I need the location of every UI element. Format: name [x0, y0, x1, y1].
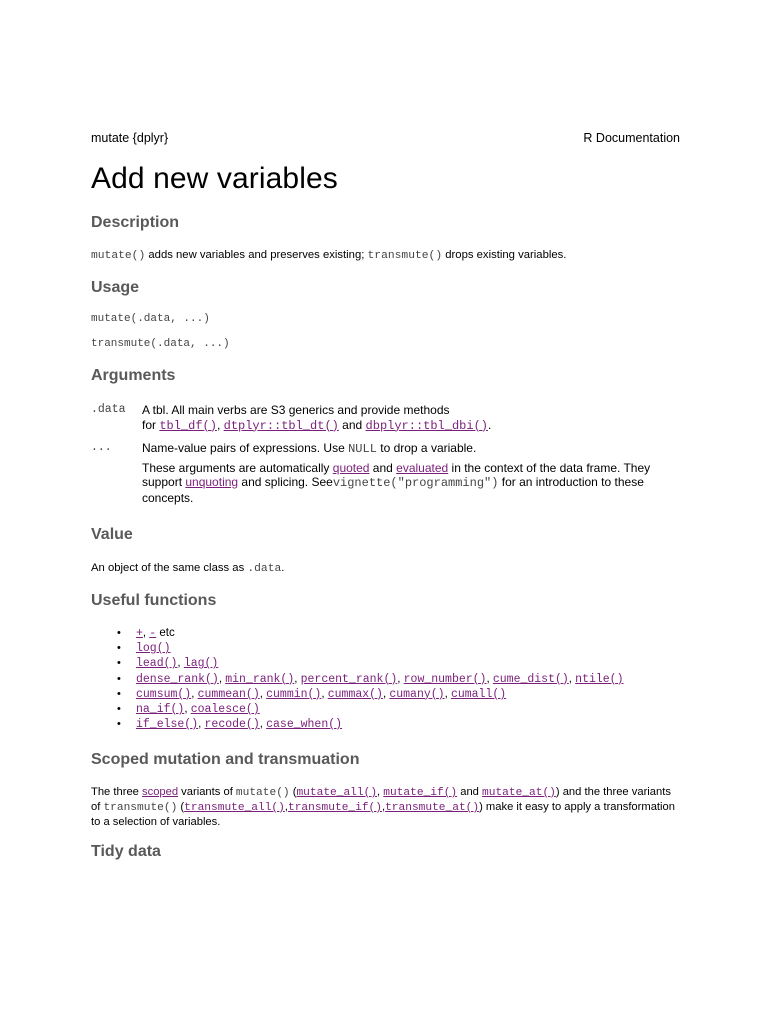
r-documentation-label: R Documentation — [583, 131, 680, 145]
arguments-heading: Arguments — [91, 367, 176, 384]
dense-rank-link[interactable]: dense_rank() — [136, 672, 219, 686]
usage-line-transmute: transmute(.data, ...) — [91, 338, 230, 350]
list-item: • dense_rank(), min_rank(), percent_rank(), row_number(), cume_dist(), ntile() — [91, 672, 623, 687]
list-item: • +, - etc — [91, 626, 623, 641]
arg-name-dots: ... — [91, 441, 112, 454]
recode-link[interactable]: recode() — [204, 718, 260, 732]
scoped-text: The three scoped variants of mutate() (mutate_all(), mutate_if() and mutate_at()) and the three variants of transmute() (transmute_all(),transmute_if(),transmute_at()) make it easy to apply a transformation to a selection of variables. — [91, 786, 675, 828]
data-code: .data — [247, 563, 282, 575]
ntile-link[interactable]: ntile() — [575, 672, 624, 686]
cummean-link[interactable]: cummean() — [197, 687, 260, 701]
transmute-code-2: transmute() — [103, 802, 178, 814]
case-when-link[interactable]: case_when() — [266, 718, 343, 732]
cumany-link[interactable]: cumany() — [389, 687, 445, 701]
transmute-all-link[interactable]: transmute_all() — [184, 802, 285, 814]
arg-desc-dots: Name-value pairs of expressions. Use NULL to drop a variable. These arguments are automatically quoted and evaluated in the context of the data frame. They support unquoting and splicing. Seevignette("programming") for an introduction to these concepts. — [142, 441, 651, 505]
if-else-link[interactable]: if_else() — [136, 718, 199, 732]
usage-line-mutate: mutate(.data, ...) — [91, 313, 210, 325]
description-text: mutate() adds new variables and preserves existing; transmute() drops existing variables. — [91, 249, 567, 262]
description-heading: Description — [91, 214, 180, 231]
na-if-link[interactable]: na_if() — [136, 702, 185, 716]
tbl-df-link[interactable]: tbl_df() — [159, 418, 217, 433]
useful-functions-heading: Useful functions — [91, 592, 217, 609]
mutate-at-link[interactable]: mutate_at() — [482, 787, 556, 799]
mutate-code-2: mutate() — [235, 787, 290, 799]
evaluated-link[interactable]: evaluated — [396, 460, 449, 475]
value-text: An object of the same class as .data. — [91, 562, 285, 575]
min-rank-link[interactable]: min_rank() — [225, 672, 295, 686]
row-number-link[interactable]: row_number() — [403, 672, 487, 686]
value-heading: Value — [91, 526, 133, 543]
lag-link[interactable]: lag() — [183, 657, 219, 671]
unquoting-link[interactable]: unquoting — [185, 475, 239, 489]
null-code: NULL — [348, 442, 377, 456]
list-item: • lead(), lag() — [91, 656, 623, 671]
coalesce-link[interactable]: coalesce() — [190, 702, 260, 716]
list-item: • if_else(), recode(), case_when() — [91, 717, 623, 732]
tbl-dbi-link[interactable]: dbplyr::tbl_dbi() — [365, 418, 488, 433]
vignette-code: vignette("programming") — [332, 476, 499, 490]
minus-link[interactable]: - — [149, 627, 157, 640]
cummax-link[interactable]: cummax() — [327, 687, 383, 701]
scoped-link[interactable]: scoped — [142, 786, 179, 798]
lead-link[interactable]: lead() — [136, 657, 178, 671]
transmute-if-link[interactable]: transmute_if() — [287, 802, 382, 814]
arg-desc-data: A tbl. All main verbs are S3 generics and provide methods for tbl_df(), dtplyr::tbl_dt() and dbplyr::tbl_dbi(). — [142, 403, 492, 433]
plus-link[interactable]: + — [136, 627, 143, 640]
cume-dist-link[interactable]: cume_dist() — [492, 672, 569, 686]
doc-header — [91, 131, 680, 145]
page-title: Add new variables — [91, 162, 338, 195]
cummin-link[interactable]: cummin() — [266, 687, 322, 701]
percent-rank-link[interactable]: percent_rank() — [300, 672, 398, 686]
tbl-dt-link[interactable]: dtplyr::tbl_dt() — [223, 418, 339, 433]
list-item: • cumsum(), cummean(), cummin(), cummax(), cumany(), cumall() — [91, 687, 623, 702]
useful-functions-list — [91, 626, 623, 732]
package-label: mutate {dplyr} — [91, 131, 169, 145]
usage-heading: Usage — [91, 279, 140, 296]
cumall-link[interactable]: cumall() — [450, 687, 507, 701]
transmute-at-link[interactable]: transmute_at() — [385, 802, 480, 814]
mutate-all-link[interactable]: mutate_all() — [296, 787, 378, 799]
scoped-heading: Scoped mutation and transmuation — [91, 751, 360, 768]
arg-name-data: .data — [91, 403, 126, 416]
quoted-link[interactable]: quoted — [332, 460, 370, 475]
list-item — [91, 641, 623, 656]
log-link[interactable]: log() — [136, 642, 171, 656]
mutate-code: mutate() — [91, 250, 146, 262]
list-item: • na_if(), coalesce() — [91, 702, 623, 717]
mutate-if-link[interactable]: mutate_if() — [383, 787, 458, 799]
cumsum-link[interactable]: cumsum() — [136, 687, 192, 701]
transmute-code: transmute() — [367, 250, 443, 262]
tidy-data-heading: Tidy data — [91, 843, 161, 860]
